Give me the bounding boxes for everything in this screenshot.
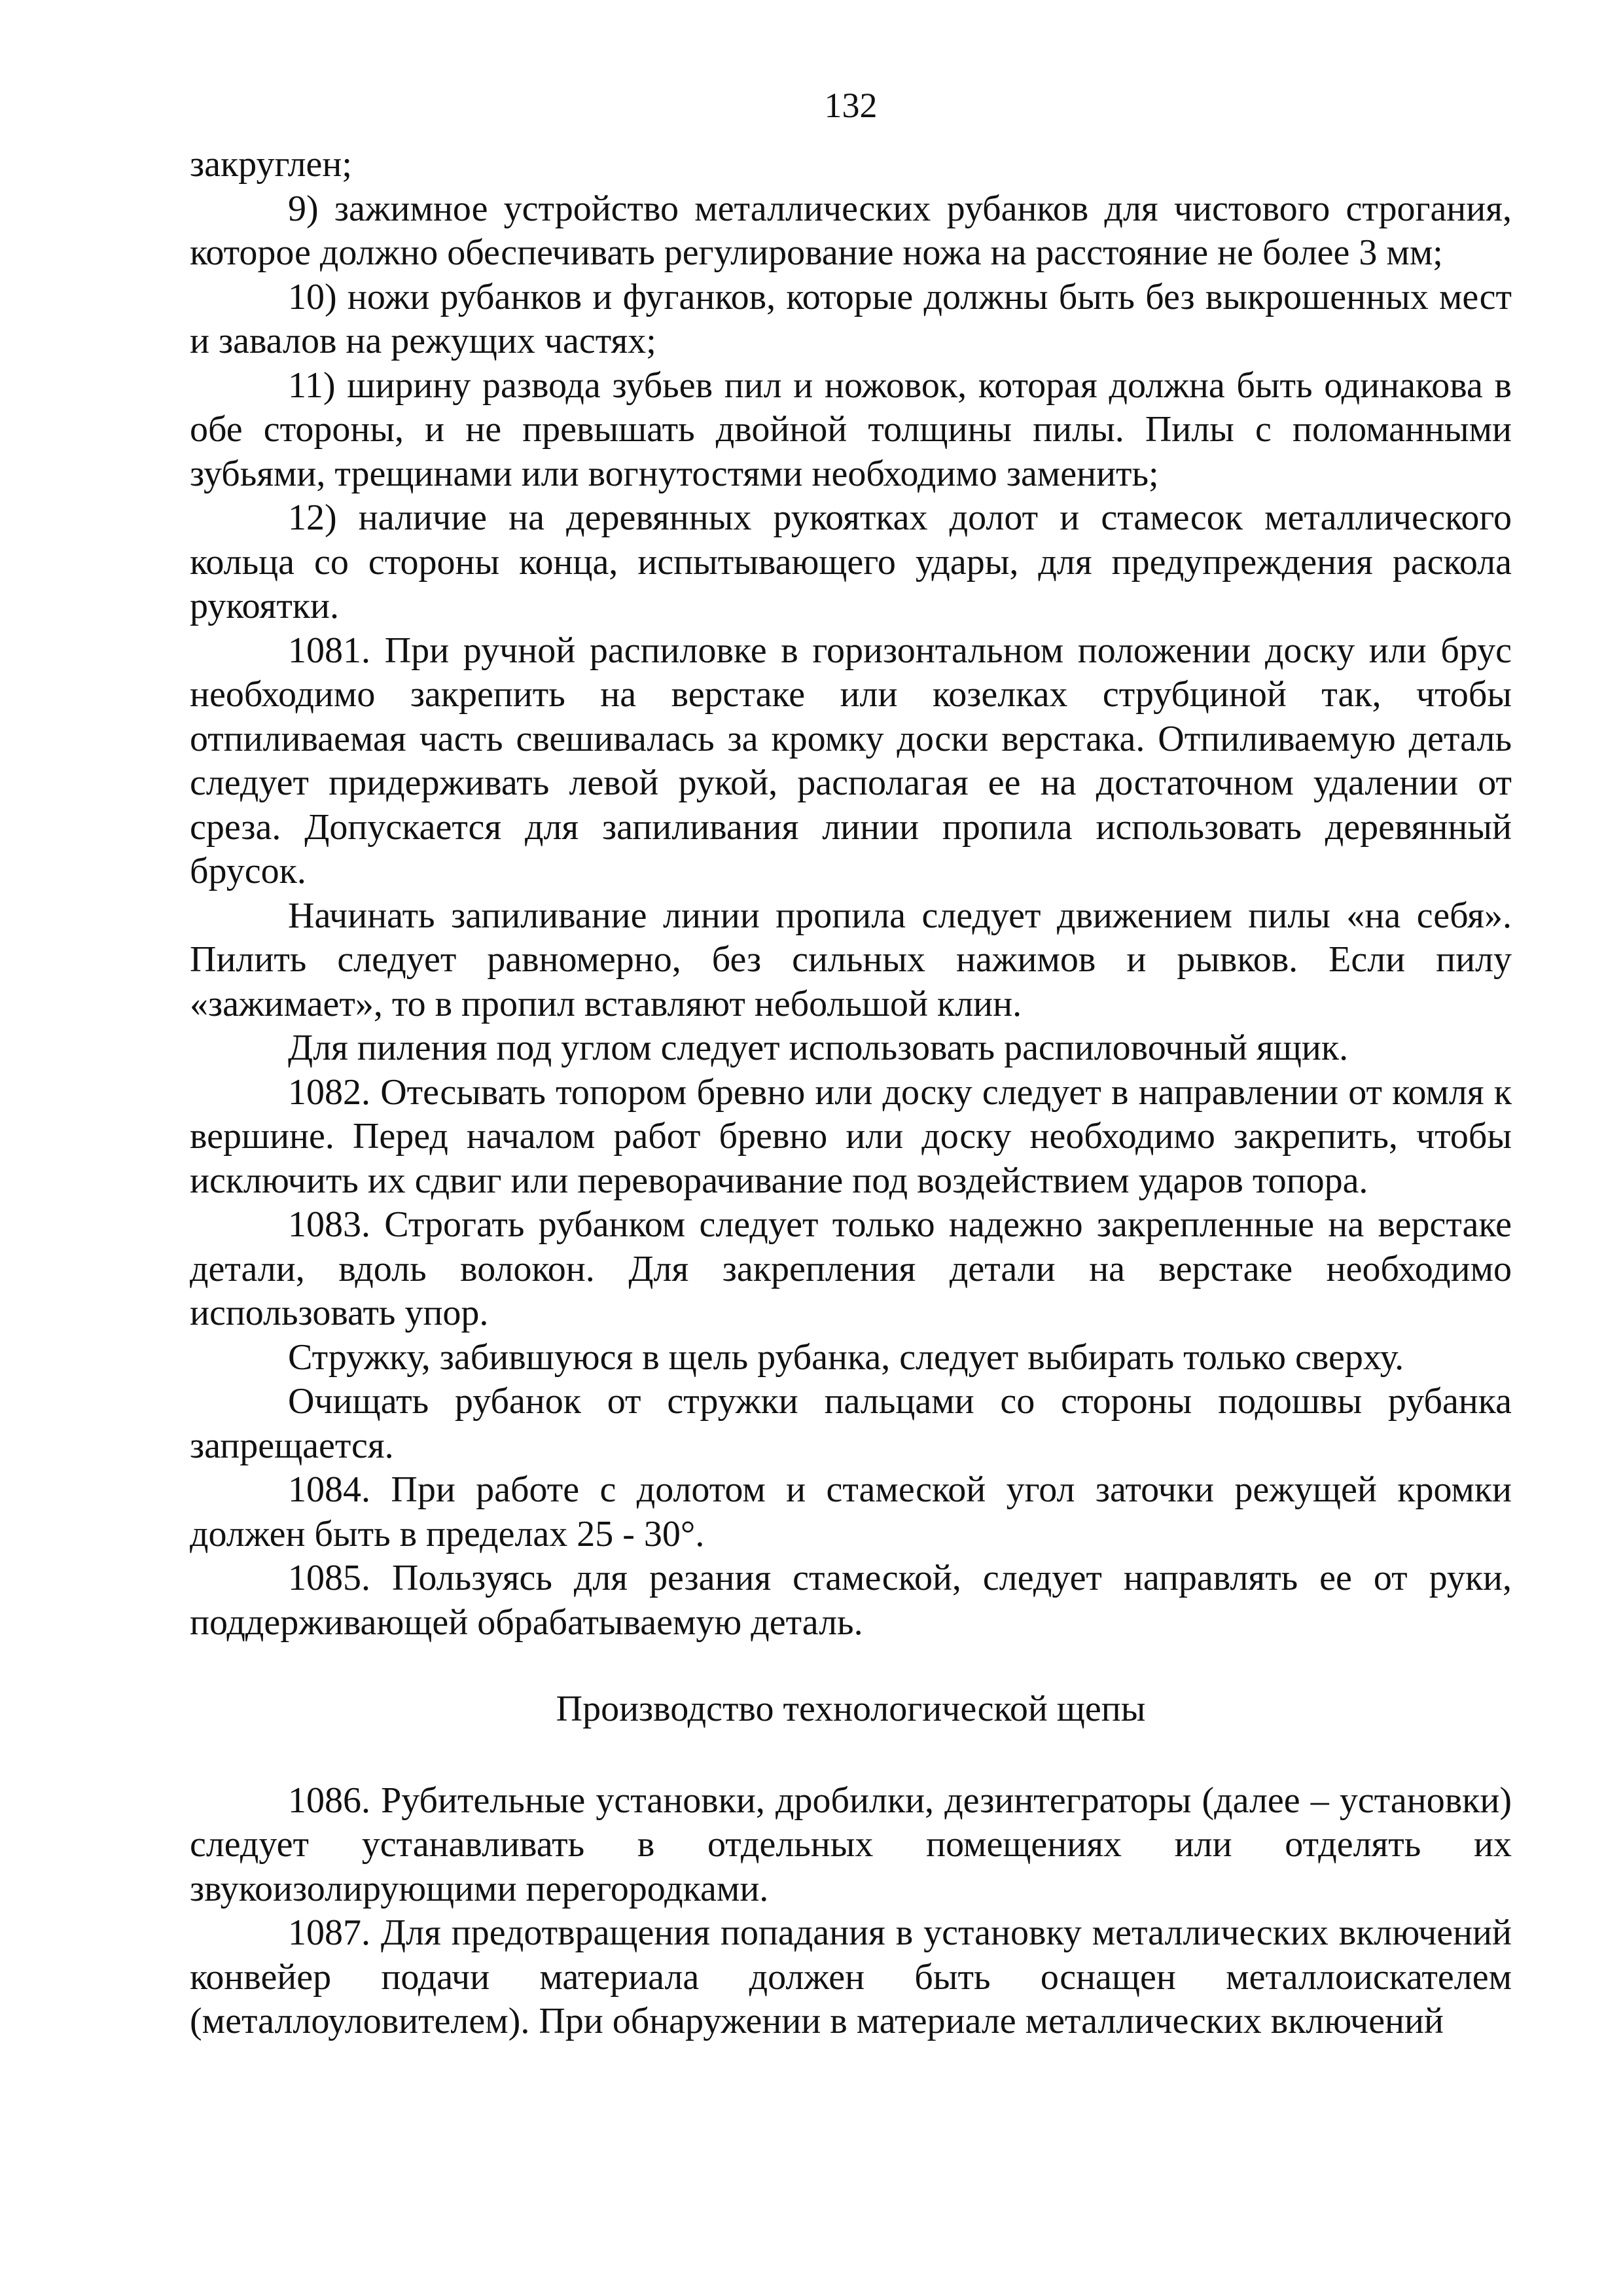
paragraph-1081-sawing-start: Начинать запиливание линии пропила следует движением пилы «на себя». Пилить следует равномерно, без сильных нажимов и рывков. Если пилу «зажимает», то в пропил вставляют небольшой клин. xyxy=(190,895,1512,1024)
paragraph-1082: 1082. Отесывать топором бревно или доску следует в направлении от комля к вершине. Перед началом работ бревно или доску необходимо закрепить, чтобы исключить их сдвиг или переворачивание под воздействием ударов топора. xyxy=(190,1071,1512,1201)
paragraph-1085: 1085. Пользуясь для резания стамеской, следует направлять ее от руки, поддерживающей обрабатываемую деталь. xyxy=(190,1558,1512,1643)
paragraph-continuation: закруглен; xyxy=(190,144,352,185)
paragraph-item-10: 10) ножи рубанков и фуганков, которые должны быть без выкрошенных мест и завалов на режущих частях; xyxy=(190,276,1512,361)
section-heading: Производство технологической щепы xyxy=(556,1689,1146,1729)
paragraph-1084: 1084. При работе с долотом и стамеской угол заточки режущей кромки должен быть в пределах 25 - 30°. xyxy=(190,1469,1512,1554)
paragraph-item-12: 12) наличие на деревянных рукоятках долот и стамесок металлического кольца со стороны конца, испытывающего удары, для предупреждения раскола рукоятки. xyxy=(190,497,1512,626)
page-number: 132 xyxy=(824,86,878,125)
document-body xyxy=(190,143,1512,2044)
paragraph-1083-cleaning: Очищать рубанок от стружки пальцами со стороны подошвы рубанка запрещается. xyxy=(190,1381,1512,1466)
paragraph-1086: 1086. Рубительные установки, дробилки, дезинтеграторы (далее – установки) следует устанавливать в отдельных помещениях или отделять их звукоизолирующими перегородками. xyxy=(190,1780,1512,1909)
paragraph-1087: 1087. Для предотвращения попадания в установку металлических включений конвейер подачи материала должен быть оснащен металлоискателем (металлоуловителем). При обнаружении в материале металлических включений xyxy=(190,1912,1512,2041)
paragraph-1081: 1081. При ручной распиловке в горизонтальном положении доску или брус необходимо закрепить на верстаке или козелках струбциной так, чтобы отпиливаемая часть свешивалась за кромку доски верстака. Отпиливаемую деталь следует придерживать левой рукой, располагая ее на достаточном удалении от среза. Допускается для запиливания линии пропила использовать деревянный брусок. xyxy=(190,630,1512,891)
paragraph-item-11: 11) ширину развода зубьев пил и ножовок, которая должна быть одинакова в обе стороны, и не превышать двойной толщины пилы. Пилы с поломанными зубьями, трещинами или вогнутостями необходимо заменить; xyxy=(190,365,1512,494)
paragraph-1083: 1083. Строгать рубанком следует только надежно закрепленные на верстаке детали, вдоль волокон. Для закрепления детали на верстаке необходимо использовать упор. xyxy=(190,1204,1512,1333)
paragraph-1083-shavings: Стружку, забившуюся в щель рубанка, следует выбирать только сверху. xyxy=(288,1336,1404,1378)
paragraph-item-9: 9) зажимное устройство металлических рубанков для чистового строгания, которое должно обеспечивать регулирование ножа на расстояние не более 3 мм; xyxy=(190,188,1512,273)
paragraph-1081-angle-sawing: Для пиления под углом следует использовать распиловочный ящик. xyxy=(288,1028,1349,1068)
